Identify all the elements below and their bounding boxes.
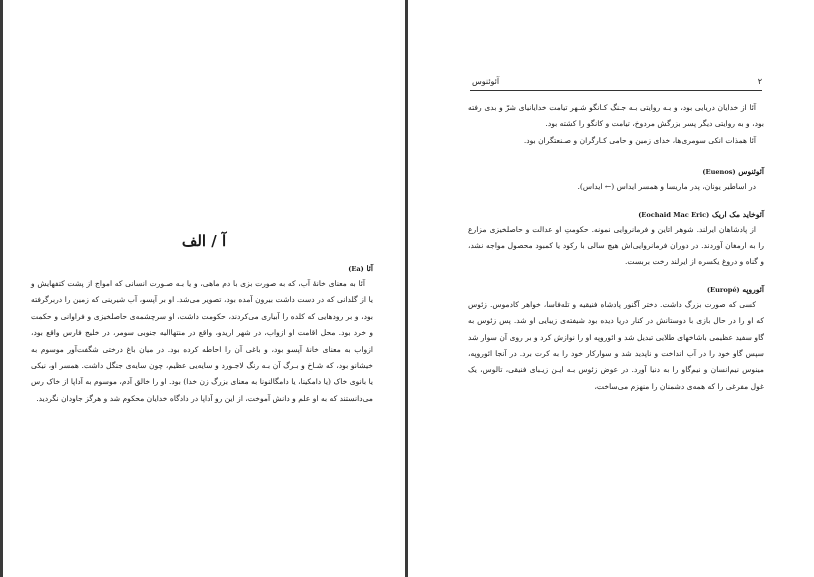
- right-page: [3, 0, 405, 577]
- entry-latin: (Ea): [348, 265, 364, 273]
- entry-latin: (Europé): [706, 285, 740, 294]
- entry-text: آئا به معنای خانهٔ آب، که به صورت بزی با دم ماهی، و یا بـه صـورت انسانی که امواج از پشت کتفهایش و یا از گلدانی که در دست داشت بیرون آمده بود، تصویر می‌شد. او بر آپسو، آب شیرینی که زمین را دربرگرفته بود، و بر رودهایی که کلده را آبیاری می‌کردند، حکومت داشت، او سرچشمه‌ی حاصلخیزی و فراوانی و حکمت و خرد بود. محل اقامت او ازواب، در شهر اریدو، واقع در منتهاالیه جنوبی سومر، در خلیج فارس واقع بود، ازواب به معنای خانهٔ آپسو بود، و باغی آن را احاطه کرده بود. در میان باغ درختی شگفت‌آور موسوم به خیشانو بود، که شـاخ و بـرگ آن بـه رنگ لاجـورد و سایه‌یی عظیم، چون سایه‌ی جنگل داشت. همسر او، نیکی یا بانوی خاک (یا دامکینا، یا دامگالنونا به معنای بزرگ زن خدا) بود. او را خالق آدم، موسوم به آداپا از خاک رس می‌دانستند که به او علم و دانش آموخت، از این رو آداپا در دادگاه خدایان محکوم شد و هرگز جاودان نگردید.: [31, 279, 373, 403]
- entry-eochaid: [468, 208, 764, 271]
- entry-europe: [468, 283, 764, 395]
- running-title: آئوئنوس: [472, 77, 500, 86]
- entry-ea: [31, 262, 373, 407]
- intro-paragraph: آئا همذات انکی سومری‌ها، خدای زمین و حامی کـارگران و صـنعتگران بود.: [523, 135, 756, 145]
- entry-heading: [468, 283, 764, 297]
- entry-text: کسی که صورت بزرگ داشت. دختر آگنور پادشاه فنیقیه و تله‌فاسا، خواهر کادموس. زئوس که او را در حال بازی با دوستانش در کنار دریا دیده بود شیفته‌ی زیبایی او شد. پس زئوس به گاو سفید عظیمی باشاخهای طلایی تبدیل شد و ائوروپه او را نوازش کرد و بر روی آن سوار شد سپس گاو خود را در آب انداخت و ناپدید شد و سوارکار خود را به کرت برد. در آنجا ائوروپه، مینوس نیم‌انسان و نیم‌گاو را به دنیا آورد. در عوض زئوس بـه ایـن زیـبای فنیقی، تالوس، یک غول مفرغی را که همه‌ی دشمنان را منهزم می‌ساخت،: [468, 299, 764, 391]
- entry-text: در اساطیر یونان، پدر ماریسا و همسر ایداس (← ایداس).: [577, 182, 756, 192]
- entry-title: آئا: [366, 264, 373, 273]
- intro-paragraph: آئا از خدایان دریایی بود، و بـه روایتی بـه جـنگ کـانگو شـهر تیامت خدایانیای شرّ و بدی رفته بود، و به روایتی دیگر پسر بزرگش مردوخ، تیامت و کانگو را کشته بود.: [468, 103, 764, 129]
- page-content: [468, 100, 764, 395]
- entry-title: آئوخاید مک اریک: [711, 209, 764, 219]
- entry-heading: [31, 262, 373, 276]
- entry-text: از پادشاهان ایرلند. شوهر اتاین و فرمانروایی نمونه. حکومتِ او عدالت و حاصلخیزی مزارع را به ارمغان آوردند. در دوران فرمانروایی‌اش هیچ سالی با رکود یا کمبود محصول مواجه نشد، و گناه و دروغ یکسره از ایرلند رخت بربست.: [468, 224, 764, 267]
- entry-title: آئوئنوس: [738, 167, 764, 177]
- entry-euenos: [468, 165, 764, 195]
- entry-heading: [468, 165, 764, 179]
- running-header: [470, 76, 762, 91]
- entry-latin: (Euenos): [702, 168, 736, 177]
- entry-title: آئوروپه: [742, 284, 764, 294]
- entry-latin: (Eochaid Mac Eric): [638, 210, 710, 219]
- chapter-title: آ / الف: [181, 232, 227, 250]
- entry-heading: [468, 208, 764, 222]
- page-number: ۲: [757, 77, 762, 86]
- left-page: [408, 0, 814, 577]
